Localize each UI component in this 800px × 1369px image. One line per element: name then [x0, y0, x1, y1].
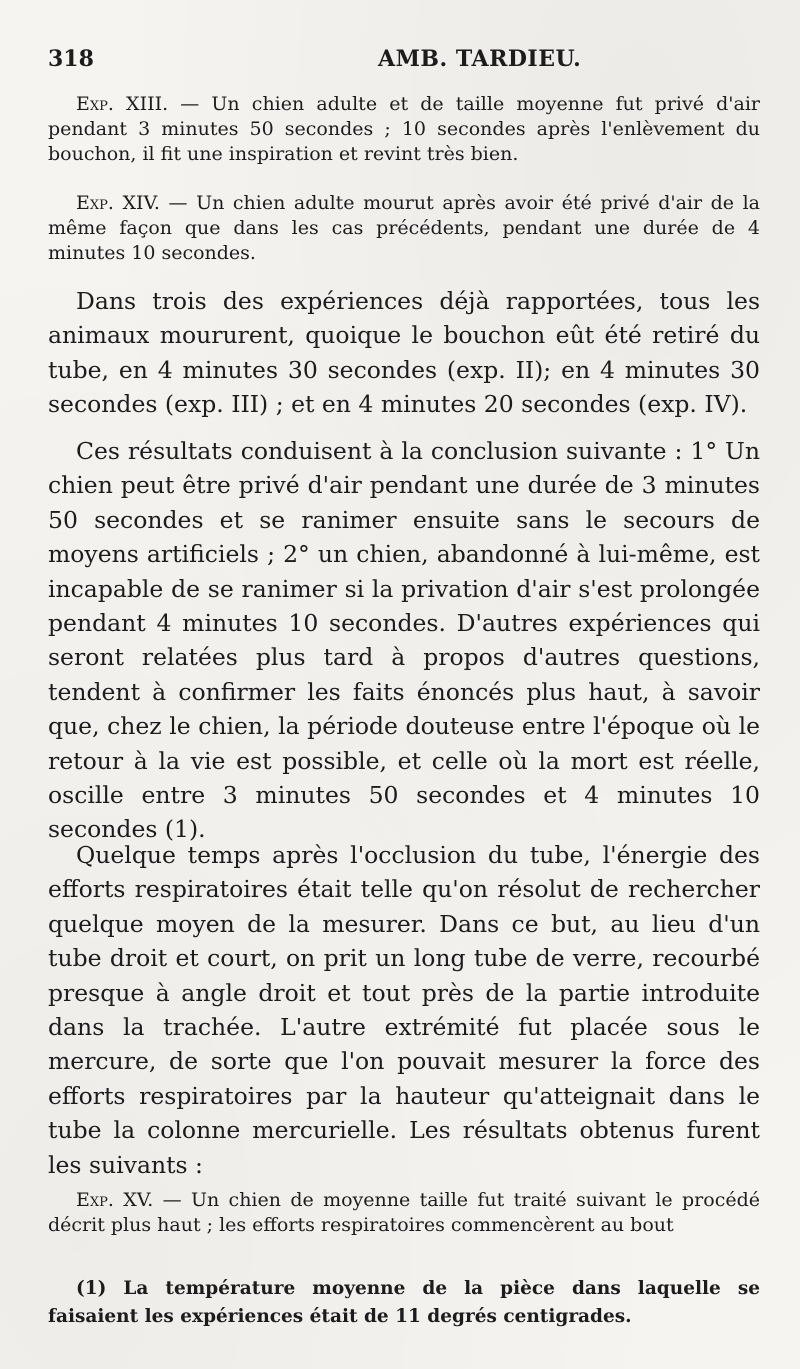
paragraph-1 [48, 284, 760, 422]
experiment-13 [48, 92, 760, 167]
page-number: 318 [48, 46, 94, 72]
paragraph-2 [48, 434, 760, 847]
paragraph-3 [48, 838, 760, 1182]
paragraph-text: Ces résultats conduisent à la conclusion suivante : 1° Un chien peut être privé d'air pendant une durée de 3 minutes 50 secondes et se ranimer ensuite sans le secours de moyens artificiels ; 2° un chien, abandonné à lui-même, est incapable de se ranimer si la privation d'air s'est prolongée pendant 4 minutes 10 secondes. D'autres expériences qui seront relatées plus tard à propos d'autres questions, tendent à confirmer les faits énoncés plus haut, à savoir que, chez le chien, la période douteuse entre l'époque où le retour à la vie est possible, et celle où la mort est réelle, oscille entre 3 minutes 50 secondes et 4 minutes 10 secondes (1). [48, 437, 760, 844]
footnote-text: (1) La température moyenne de la pièce dans laquelle se faisaient les expériences était de 11 degrés centigrades. [48, 1278, 760, 1327]
experiment-label: Exp. XIII. [76, 93, 169, 115]
paragraph-text: Dans trois des expériences déjà rapportées, tous les animaux moururent, quoique le bouchon eût été retiré du tube, en 4 minutes 30 secondes (exp. II); en 4 minutes 30 secondes (exp. III) ; et en 4 minutes 20 secondes (exp. IV). [48, 287, 760, 419]
experiment-text: — Un chien de moyenne taille fut traité suivant le procédé décrit plus haut ; les efforts respiratoires commencèrent au bout [48, 1189, 760, 1236]
experiment-text: — Un chien adulte et de taille moyenne fut privé d'air pendant 3 minutes 50 secondes ; 10 secondes après l'enlèvement du bouchon, il fit une inspiration et revint très bien. [48, 93, 760, 165]
footnote [48, 1275, 760, 1331]
experiment-15 [48, 1188, 760, 1238]
experiment-14 [48, 191, 760, 266]
experiment-label: Exp. XV. [76, 1189, 154, 1211]
page-header [48, 46, 760, 86]
paragraph-text: Quelque temps après l'occlusion du tube, l'énergie des efforts respiratoires était telle qu'on résolut de rechercher quelque moyen de la mesurer. Dans ce but, au lieu d'un tube droit et court, on prit un long tube de verre, recourbé presque à angle droit et tout près de la partie introduite dans la trachée. L'autre extrémité fut placée sous le mercure, de sorte que l'on pouvait mesurer la force des efforts respiratoires par la hauteur qu'atteignait dans le tube la colonne mercurielle. Les résultats obtenus furent les suivants : [48, 841, 760, 1179]
running-title: AMB. TARDIEU. [378, 46, 582, 72]
experiment-text: — Un chien adulte mourut après avoir été privé d'air de la même façon que dans les cas précédents, pendant une durée de 4 minutes 10 secondes. [48, 192, 760, 264]
experiment-label: Exp. XIV. [76, 192, 160, 214]
